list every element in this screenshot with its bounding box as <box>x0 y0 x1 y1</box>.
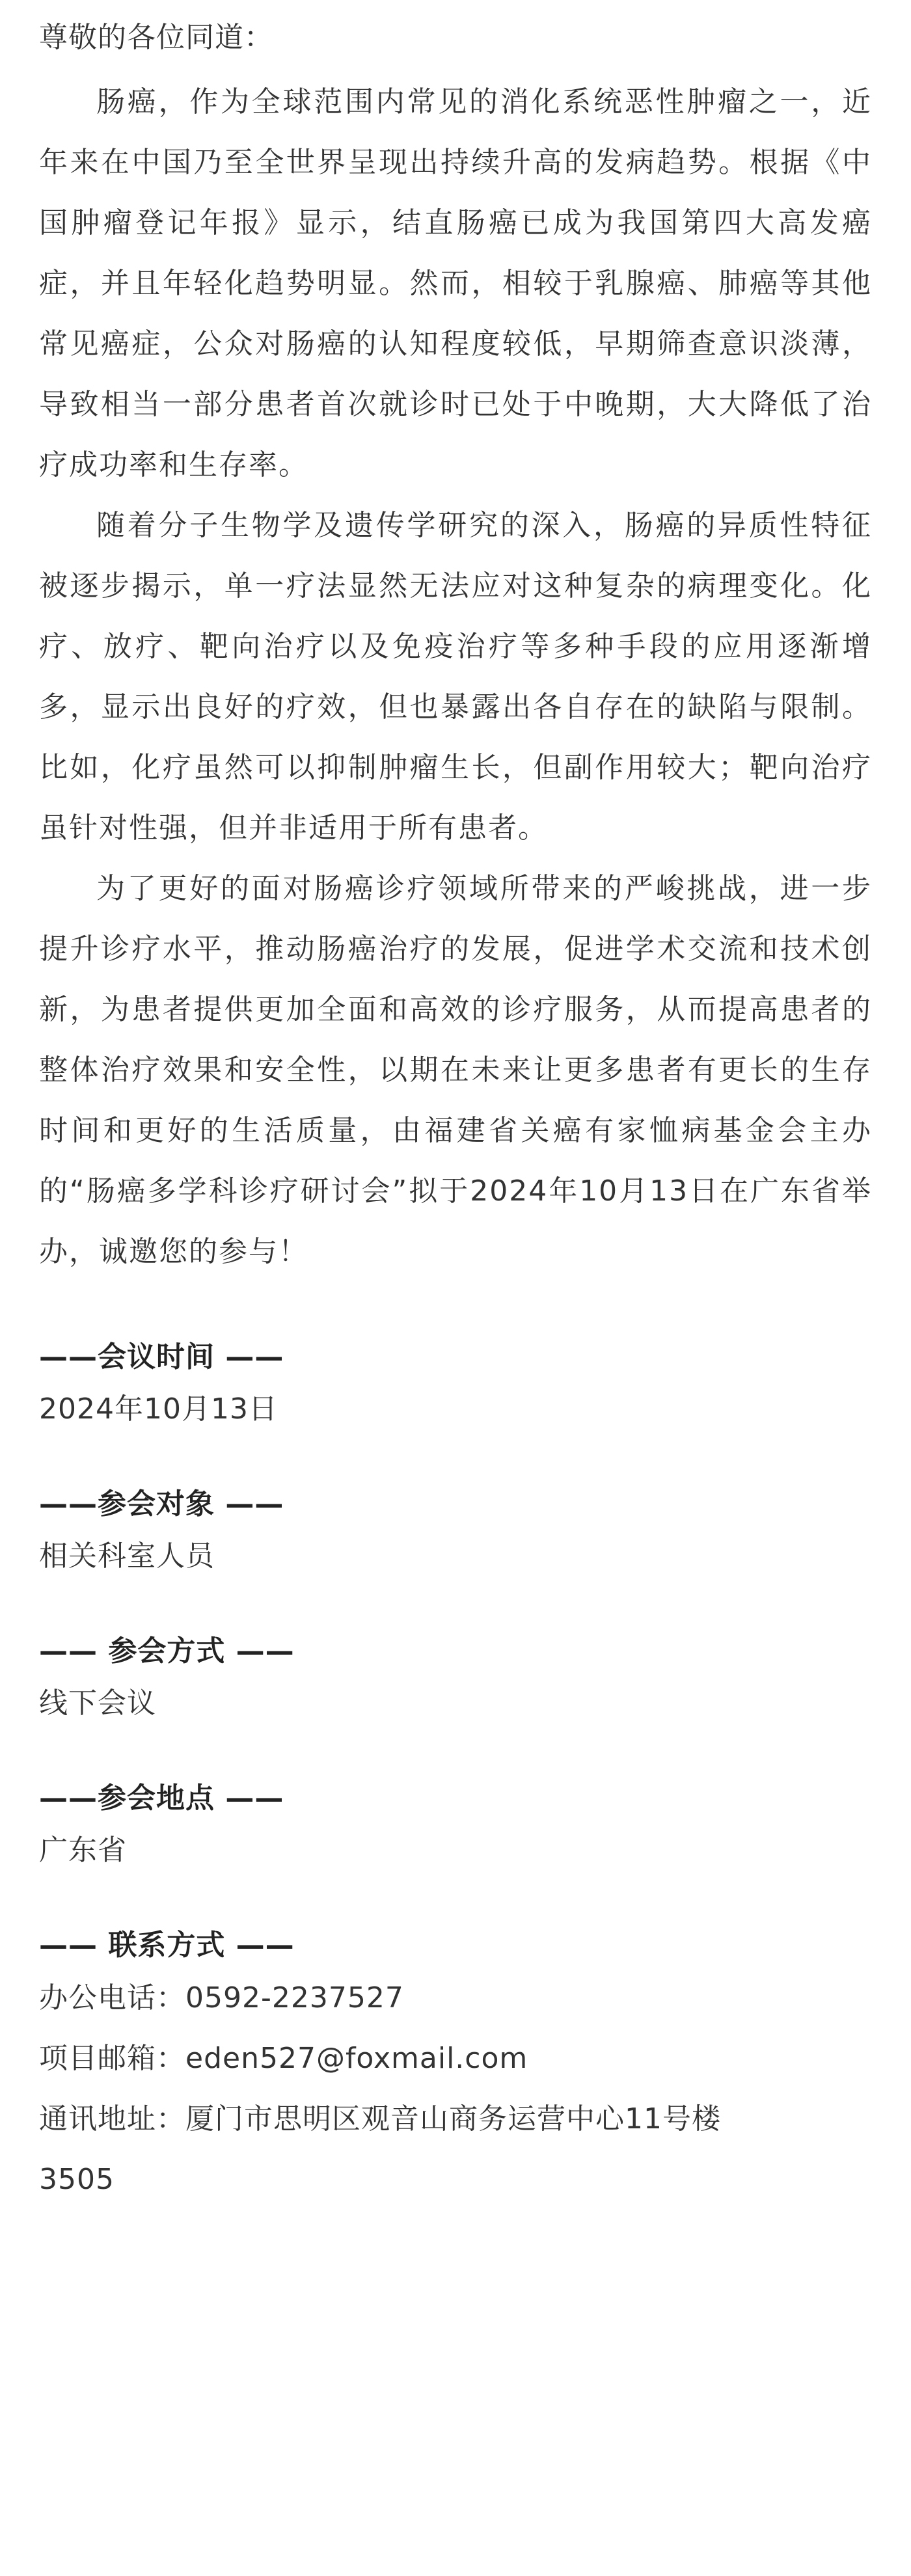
contact-email[interactable]: 项目邮箱：eden527@foxmail.com <box>39 2042 528 2075</box>
greeting: 尊敬的各位同道： <box>39 21 273 54</box>
location-value: 广东省 <box>39 1834 127 1867</box>
section-title-time: ——会议时间 —— <box>39 1340 284 1374</box>
section-title-contact: —— 联系方式 —— <box>39 1929 295 1962</box>
meeting-time-value: 2024年10月13日 <box>39 1392 278 1426</box>
section-location <box>39 1779 872 1870</box>
section-contact <box>39 1926 872 2210</box>
paragraph-invitation: 为了更好的面对肠癌诊疗领域所带来的严峻挑战，进一步提升诊疗水平，推动肠癌治疗的发展，促进学术交流和技术创新，为患者提供更加全面和高效的诊疗服务，从而提高患者的整体治疗效果和安全性，以期在未来让更多患者有更长的生存时间和更好的生活质量，由福建省关癌有家恤病基金会主办的“肠癌多学科诊疗研讨会”拟于2024年10月13日在广东省举办，诚邀您的参与！ <box>39 872 872 1268</box>
contact-phone: 办公电话：0592-2237527 <box>39 1981 404 2014</box>
section-title-audience: ——参会对象 —— <box>39 1487 284 1521</box>
method-value: 线下会议 <box>39 1687 156 1720</box>
section-method <box>39 1632 872 1723</box>
section-meeting-time <box>39 1338 872 1429</box>
section-audience <box>39 1485 872 1576</box>
contact-address: 通讯地址：厦门市思明区观音山商务运营中心11号楼 <box>39 2102 721 2135</box>
audience-value: 相关科室人员 <box>39 1539 215 1573</box>
contact-list <box>39 1968 872 2210</box>
contact-address-room: 3505 <box>39 2163 115 2196</box>
section-title-method: —— 参会方式 —— <box>39 1634 295 1668</box>
paragraph-research: 随着分子生物学及遗传学研究的深入，肠癌的异质性特征被逐步揭示，单一疗法显然无法应对这种复杂的病理变化。化疗、放疗、靶向治疗以及免疫治疗等多种手段的应用逐渐增多，显示出良好的疗效，但也暴露出各自存在的缺陷与限制。比如，化疗虽然可以抑制肿瘤生长，但副作用较大；靶向治疗虽针对性强，但并非适用于所有患者。 <box>39 509 872 845</box>
section-title-location: ——参会地点 —— <box>39 1782 284 1815</box>
paragraph-intro: 肠癌，作为全球范围内常见的消化系统恶性肿瘤之一，近年来在中国乃至全世界呈现出持续升高的发病趋势。根据《中国肿瘤登记年报》显示，结直肠癌已成为我国第四大高发癌症，并且年轻化趋势明显。然而，相较于乳腺癌、肺癌等其他常见癌症，公众对肠癌的认知程度较低，早期筛查意识淡薄，导致相当一部分患者首次就诊时已处于中晚期，大大降低了治疗成功率和生存率。 <box>39 85 872 481</box>
